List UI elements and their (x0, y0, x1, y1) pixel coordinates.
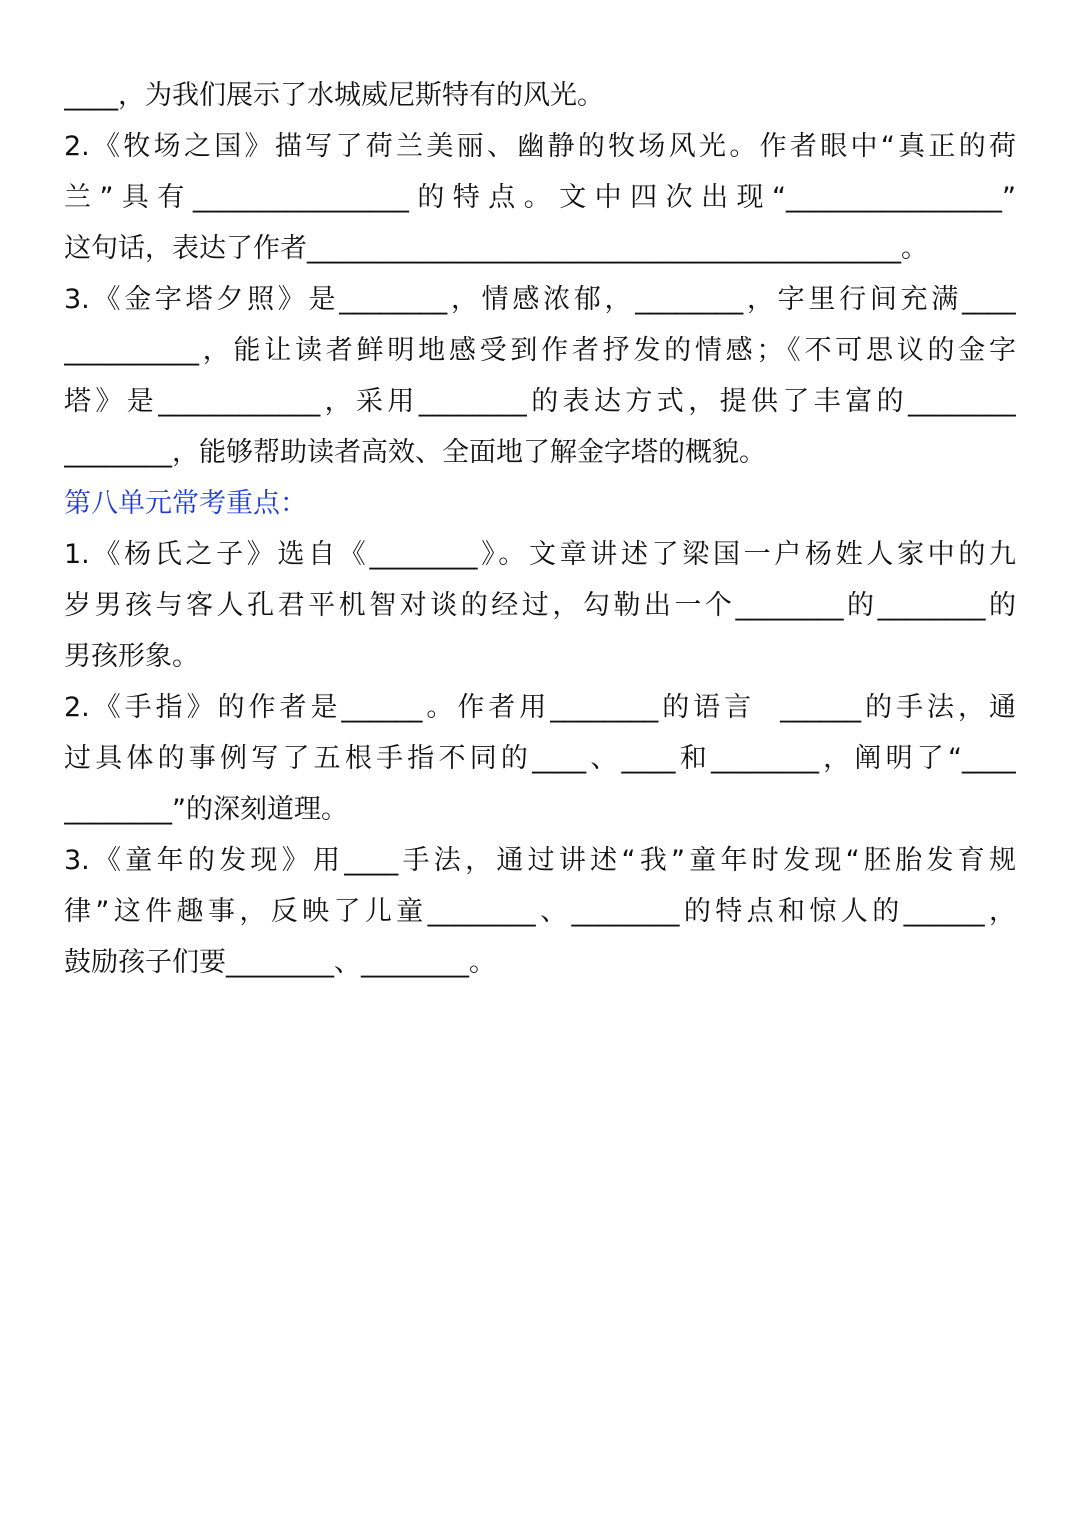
section-heading: 第八单元常考重点： (64, 488, 307, 519)
text-line: 律”这件趣事，反映了儿童________、________的特点和惊人的______， (64, 896, 1016, 927)
worksheet-page (64, 70, 1016, 988)
text-line: 2.《牧场之国》描写了荷兰美丽、幽静的牧场风光。作者眼中“真正的荷 (64, 131, 1016, 162)
text-line: __________，能让读者鲜明地感受到作者抒发的情感；《不可思议的金字 (64, 335, 1016, 366)
text-line: ________”的深刻道理。 (64, 794, 348, 825)
text-line: ________，能够帮助读者高效、全面地了解金字塔的概貌。 (64, 437, 766, 468)
text-line: 男孩形象。 (64, 641, 199, 672)
text-line: 塔》是____________，采用________的表达方式，提供了丰富的________ (64, 386, 1016, 417)
text-line: 3.《童年的发现》用____手法，通过讲述“我”童年时发现“胚胎发育规 (64, 845, 1016, 876)
text-line: 鼓励孩子们要________、________。 (64, 947, 496, 978)
text-line: 3.《金字塔夕照》是________，情感浓郁，________，字里行间充满____ (64, 284, 1016, 315)
text-line: 过具体的事例写了五根手指不同的____、____和________，阐明了“____ (64, 743, 1016, 774)
text-line: 兰”具有________________的特点。文中四次出现“________________” (64, 182, 1016, 213)
text-line: 岁男孩与客人孔君平机智对谈的经过，勾勒出一个________的________的 (64, 590, 1016, 621)
text-line: 这句话，表达了作者____________________________________________。 (64, 233, 928, 264)
text-line: 2.《手指》的作者是______。作者用________的语言 ______的手法，通 (64, 692, 1016, 723)
text-line: 1.《杨氏之子》选自《________》。文章讲述了梁国一户杨姓人家中的九 (64, 539, 1016, 570)
text-line: ____，为我们展示了水城威尼斯特有的风光。 (64, 80, 604, 111)
